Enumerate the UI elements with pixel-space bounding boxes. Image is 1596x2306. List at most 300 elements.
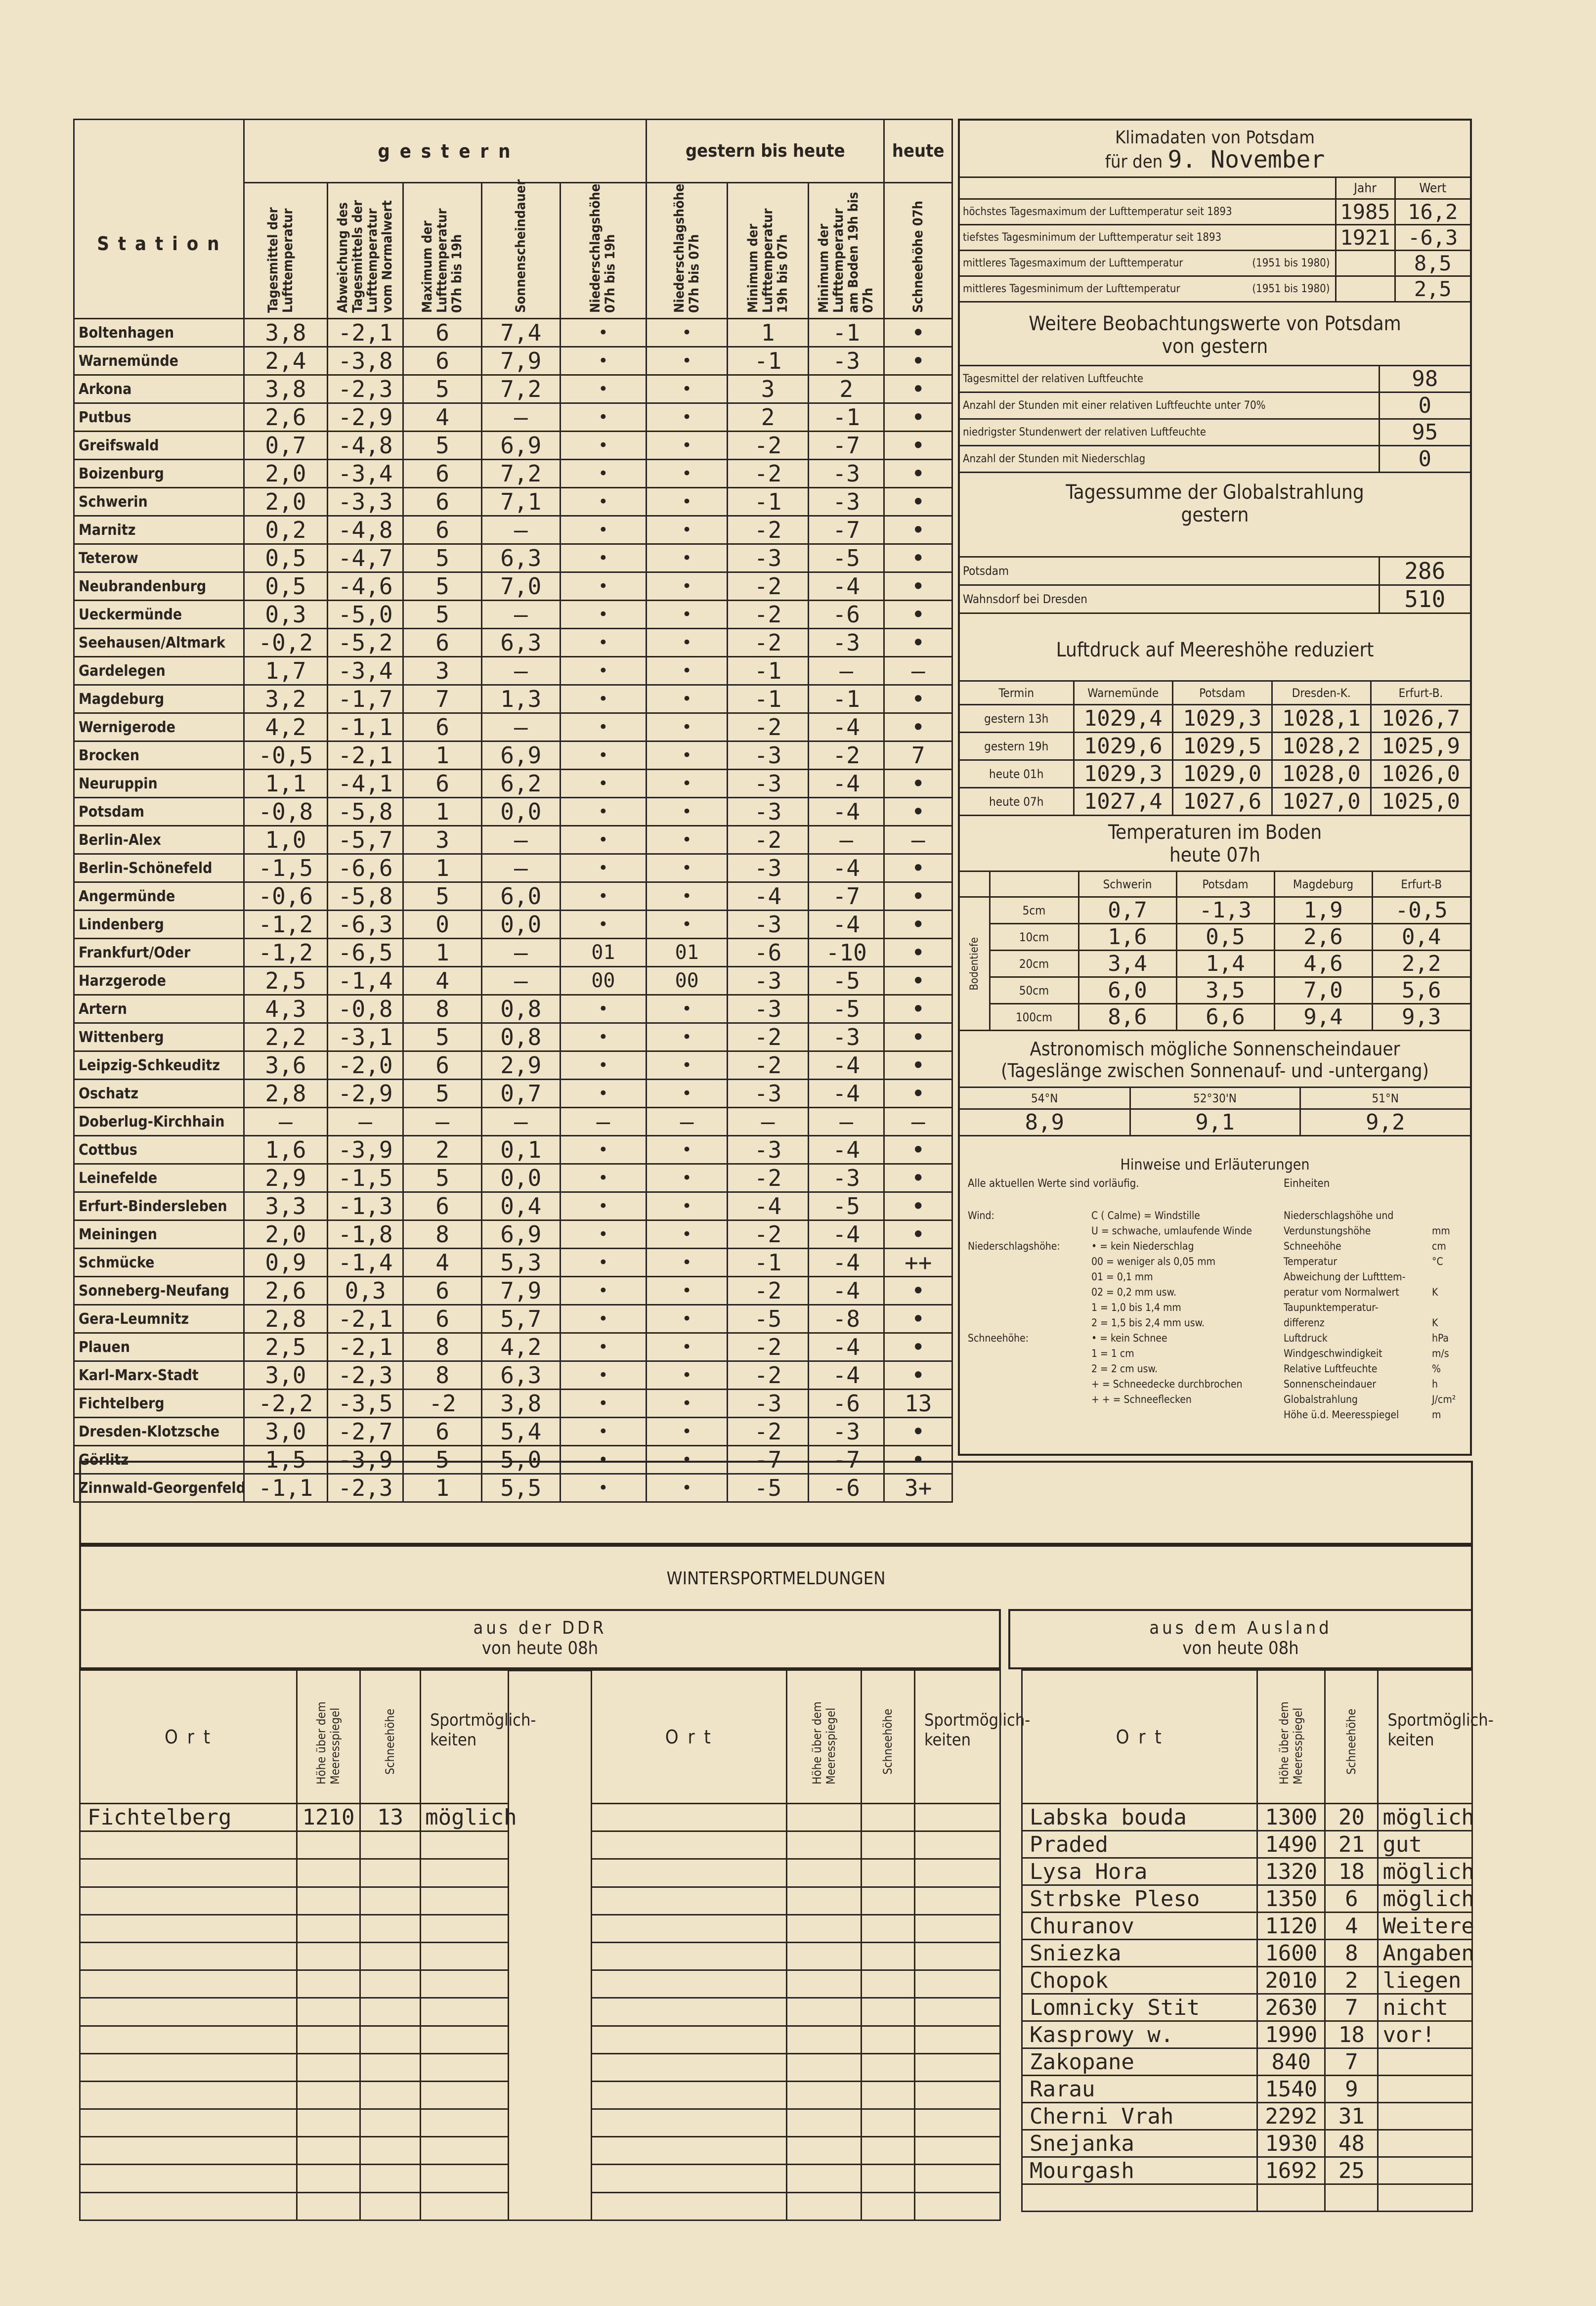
- station-row: [74, 882, 952, 911]
- station-value: -7: [728, 1446, 809, 1474]
- ws-empty-cell: [360, 1859, 420, 1887]
- ws-hoehe: 1350: [1257, 1885, 1325, 1913]
- station-value: -2: [728, 432, 809, 460]
- klima-year: 1921: [1336, 225, 1395, 251]
- ws-col-sport: Sportmöglich- keiten: [915, 1670, 1000, 1804]
- station-value: -3,1: [327, 1023, 403, 1051]
- ws-empty-cell: [915, 2109, 1000, 2137]
- station-value: •: [647, 1333, 728, 1361]
- station-value: •: [647, 826, 728, 854]
- station-value: 7,1: [481, 488, 560, 516]
- ws-col-ort: O r t: [1022, 1670, 1257, 1804]
- station-value: –: [481, 516, 560, 544]
- hinweise-unit-term: Abweichung der Luftttem-: [1284, 1271, 1406, 1283]
- station-value: 00: [560, 967, 647, 995]
- station-value: 5,0: [481, 1446, 560, 1474]
- station-value: 4: [403, 1249, 482, 1277]
- ws-empty-cell: [915, 1998, 1000, 2026]
- station-value: –: [560, 1108, 647, 1136]
- ws-empty-cell: [786, 1942, 861, 1970]
- station-value: •: [884, 601, 952, 629]
- ws-hoehe: 1600: [1257, 1940, 1325, 1967]
- station-value: 7,2: [481, 460, 560, 488]
- ws-empty-cell: [592, 1887, 787, 1914]
- station-value: -1,3: [327, 1192, 403, 1220]
- station-value: 1,6: [244, 1136, 327, 1164]
- station-value: 5: [403, 601, 482, 629]
- weitere-label: Anzahl der Stunden mit einer relativen Luftfeuchte unter 70%: [960, 392, 1379, 419]
- ws-empty-cell: [786, 2192, 861, 2220]
- hinweise-left-row: [968, 1392, 1274, 1407]
- station-value: •: [647, 1051, 728, 1080]
- ws-empty-cell: [786, 1831, 861, 1859]
- ws-empty-cell: [915, 2165, 1000, 2192]
- empty-strip: [79, 1461, 1473, 1545]
- station-value: •: [884, 685, 952, 713]
- station-value: •: [884, 1361, 952, 1390]
- hinweise-unit-row: [1284, 1223, 1467, 1239]
- station-value: 5: [403, 1023, 482, 1051]
- station-value: -2,1: [327, 741, 403, 770]
- station-value: •: [560, 1023, 647, 1051]
- station-value: -4: [809, 1136, 884, 1164]
- station-value: -2: [728, 713, 809, 741]
- hinweise-def: + + = Schneeflecken: [1091, 1393, 1192, 1405]
- station-value: •: [560, 1080, 647, 1108]
- ws-row: [592, 2109, 1000, 2137]
- ws-empty-cell: [915, 1942, 1000, 1970]
- ws-empty-cell: [360, 1970, 420, 1998]
- ws-row: [1022, 2184, 1472, 2212]
- station-value: •: [647, 1192, 728, 1220]
- hinweise-unit: %: [1432, 1363, 1441, 1375]
- weitere-value: 0: [1379, 446, 1470, 473]
- station-header: S t a t i o n: [74, 120, 244, 319]
- station-name: Berlin-Alex: [74, 826, 244, 854]
- station-value: •: [884, 629, 952, 657]
- station-value: 2,0: [244, 1220, 327, 1249]
- station-value: •: [884, 882, 952, 911]
- hinweise-left-row: [968, 1331, 1274, 1346]
- boden-value: 9,3: [1372, 1004, 1470, 1031]
- station-value: •: [884, 1418, 952, 1446]
- station-value: 5,3: [481, 1249, 560, 1277]
- hinweise-term: [968, 1285, 1091, 1300]
- station-value: •: [884, 1305, 952, 1333]
- luftdruck-value: 1027,6: [1173, 788, 1272, 816]
- sonne-value: 9,1: [1130, 1109, 1300, 1136]
- station-value: -1,4: [327, 1249, 403, 1277]
- station-value: -3: [728, 911, 809, 939]
- ws-empty-cell: [915, 1831, 1000, 1859]
- column-header: [647, 183, 728, 319]
- station-value: •: [560, 685, 647, 713]
- weitere-value: 0: [1379, 392, 1470, 419]
- station-value: •: [647, 319, 728, 347]
- hinweise-unit-row: [1284, 1300, 1467, 1315]
- station-value: -7: [809, 882, 884, 911]
- station-value: 3,8: [244, 375, 327, 403]
- ws-row: [1022, 1994, 1472, 2021]
- station-name: Görlitz: [74, 1446, 244, 1474]
- station-value: •: [884, 1164, 952, 1192]
- header-gestern: g e s t e r n: [244, 120, 646, 183]
- station-row: [74, 854, 952, 882]
- ws-empty-cell: [80, 2165, 297, 2192]
- station-value: -2,9: [327, 403, 403, 432]
- hinweise-unit-term: Niederschlagshöhe und: [1284, 1210, 1394, 1221]
- station-value: 1,3: [481, 685, 560, 713]
- station-value: -1,2: [244, 939, 327, 967]
- station-value: 6: [403, 488, 482, 516]
- station-value: •: [884, 1333, 952, 1361]
- station-value: •: [560, 375, 647, 403]
- ws-empty-cell: [80, 1942, 297, 1970]
- station-value: –: [481, 854, 560, 882]
- station-value: 8: [403, 995, 482, 1023]
- ws-ort: Strbske Pleso: [1022, 1885, 1257, 1913]
- ddr-title: aus der DDR: [473, 1618, 607, 1638]
- station-row: [74, 1051, 952, 1080]
- station-value: -1,2: [244, 911, 327, 939]
- station-value: 5: [403, 1164, 482, 1192]
- ws-empty-cell: [786, 1804, 861, 1831]
- station-value: -1,7: [327, 685, 403, 713]
- station-value: •: [647, 1390, 728, 1418]
- station-value: •: [560, 1305, 647, 1333]
- ws-row: [1022, 1831, 1472, 1858]
- station-name: Leipzig-Schkeuditz: [74, 1051, 244, 1080]
- station-name: Frankfurt/Oder: [74, 939, 244, 967]
- ws-empty-cell: [861, 1859, 914, 1887]
- column-header: [327, 183, 403, 319]
- ws-row: [1022, 1967, 1472, 1994]
- station-value: •: [560, 657, 647, 685]
- station-value: 6: [403, 1277, 482, 1305]
- boden-header: Potsdam: [1176, 871, 1274, 897]
- station-value: •: [647, 741, 728, 770]
- column-header-text: Abweichung des Tagesmittels der Lufttemperatur vom Normalwert: [335, 200, 395, 313]
- ws-row: [1022, 2076, 1472, 2103]
- station-value: -2: [728, 516, 809, 544]
- global-label: Wahnsdorf bei Dresden: [960, 585, 1379, 613]
- station-value: 0,7: [244, 432, 327, 460]
- ws-empty-cell: [861, 2081, 914, 2109]
- ddr-head-right: [592, 1670, 1000, 1804]
- ws-sport: [1378, 2103, 1472, 2130]
- ws-schnee: 18: [1325, 1858, 1378, 1885]
- station-name: Plauen: [74, 1333, 244, 1361]
- station-value: -1: [809, 403, 884, 432]
- boden-value: 2,2: [1372, 951, 1470, 977]
- hinweise-term: [968, 1346, 1091, 1361]
- ws-empty-cell: [592, 2081, 787, 2109]
- station-value: 4: [403, 967, 482, 995]
- ws-empty-cell: [297, 1970, 360, 1998]
- ws-sport: gut: [1378, 1831, 1472, 1858]
- station-value: -7: [809, 516, 884, 544]
- ws-ort: Fichtelberg: [80, 1804, 297, 1831]
- klima-value: 2,5: [1395, 276, 1470, 302]
- station-value: •: [647, 544, 728, 572]
- station-row: [74, 432, 952, 460]
- ws-empty-cell: [915, 1970, 1000, 1998]
- ws-sport: [1378, 2157, 1472, 2184]
- luftdruck-value: 1029,6: [1074, 733, 1173, 760]
- ws-hoehe: 2010: [1257, 1967, 1325, 1994]
- klima-title: Klimadaten von Potsdam: [1115, 128, 1315, 148]
- station-value: -1,1: [244, 1474, 327, 1502]
- station-value: -5,7: [327, 826, 403, 854]
- station-value: •: [884, 572, 952, 601]
- ws-row: [1022, 1858, 1472, 1885]
- hinweise-unit-term: Sonnenscheindauer: [1284, 1378, 1377, 1390]
- ws-empty-cell: [786, 1887, 861, 1914]
- global-row: [960, 557, 1470, 585]
- boden-depth: 20cm: [990, 951, 1078, 977]
- boden-value: -0,5: [1372, 897, 1470, 924]
- station-value: 6,9: [481, 1220, 560, 1249]
- ws-hoehe: 1490: [1257, 1831, 1325, 1858]
- station-value: -4,8: [327, 516, 403, 544]
- hinweise-term: [968, 1392, 1091, 1407]
- station-value: 2,6: [244, 1277, 327, 1305]
- ws-empty-cell: [421, 1859, 509, 1887]
- station-value: •: [560, 1192, 647, 1220]
- station-value: •: [884, 770, 952, 798]
- ws-empty-cell: [297, 2053, 360, 2081]
- station-value: 2,5: [244, 967, 327, 995]
- station-value: •: [647, 1446, 728, 1474]
- station-value: -2,1: [327, 319, 403, 347]
- weitere-row: [960, 446, 1470, 473]
- boden-value: 4,6: [1274, 951, 1372, 977]
- luftdruck-value: 1029,5: [1173, 733, 1272, 760]
- ws-empty-cell: [80, 1887, 297, 1914]
- ws-col-schnee: [360, 1670, 420, 1804]
- hinweise-unit: m: [1432, 1409, 1441, 1421]
- station-value: •: [647, 798, 728, 826]
- station-value: –: [481, 713, 560, 741]
- station-row: [74, 488, 952, 516]
- station-value: 5: [403, 1080, 482, 1108]
- station-value: -3: [728, 1080, 809, 1108]
- ws-ort: Lysa Hora: [1022, 1858, 1257, 1885]
- station-value: 5,5: [481, 1474, 560, 1502]
- station-value: –: [809, 1108, 884, 1136]
- station-name: Marnitz: [74, 516, 244, 544]
- hinweise-def: 2 = 1,5 bis 2,4 mm usw.: [1091, 1317, 1205, 1329]
- ws-empty-cell: [297, 2165, 360, 2192]
- station-value: -1: [809, 319, 884, 347]
- ws-empty-cell: [297, 1831, 360, 1859]
- station-value: –: [481, 939, 560, 967]
- boden-value: 8,6: [1078, 1004, 1176, 1031]
- ws-row: [1022, 1885, 1472, 1913]
- station-value: •: [884, 1023, 952, 1051]
- luftdruck-header: Erfurt-B.: [1371, 681, 1470, 705]
- ws-row: [592, 2081, 1000, 2109]
- ws-row: [592, 2192, 1000, 2220]
- station-row: [74, 911, 952, 939]
- ws-schnee: 25: [1325, 2157, 1378, 2184]
- ws-sport: [1378, 2076, 1472, 2103]
- hinweise-unit: mm: [1432, 1225, 1450, 1237]
- station-value: •: [560, 403, 647, 432]
- station-value: •: [884, 1051, 952, 1080]
- column-header: [560, 183, 647, 319]
- luftdruck-value: 1029,3: [1173, 705, 1272, 733]
- ws-row: [80, 1998, 509, 2026]
- ws-row: [592, 1998, 1000, 2026]
- hinweise-unit-row: [1284, 1254, 1467, 1269]
- station-value: –: [244, 1108, 327, 1136]
- station-row: [74, 770, 952, 798]
- station-value: 3,8: [481, 1390, 560, 1418]
- station-value: 0: [403, 911, 482, 939]
- station-value: -4: [809, 1333, 884, 1361]
- station-row: [74, 1390, 952, 1418]
- hinweise-unit-term: Luftdruck: [1284, 1332, 1328, 1344]
- station-value: 13: [884, 1390, 952, 1418]
- station-value: •: [560, 995, 647, 1023]
- hinweise-term: Niederschlagshöhe:: [968, 1240, 1060, 1252]
- station-value: -10: [809, 939, 884, 967]
- station-value: •: [560, 741, 647, 770]
- station-value: •: [884, 544, 952, 572]
- klima-value: 8,5: [1395, 251, 1470, 276]
- ws-empty-cell: [421, 2026, 509, 2053]
- boden-depth: 50cm: [990, 977, 1078, 1004]
- station-value: 8: [403, 1220, 482, 1249]
- boden-value: 3,4: [1078, 951, 1176, 977]
- global-title: Tagessumme der Globalstrahlung: [1066, 481, 1364, 504]
- ws-empty-cell: [786, 1859, 861, 1887]
- column-header-text: Minimum der Lufttemperatur 19h bis 07h: [745, 208, 790, 313]
- station-value: 0,7: [481, 1080, 560, 1108]
- station-value: -6,6: [327, 854, 403, 882]
- station-value: 6: [403, 1192, 482, 1220]
- station-value: -2: [809, 741, 884, 770]
- ws-row: [80, 1914, 509, 1942]
- boden-header: Erfurt-B: [1372, 871, 1470, 897]
- ws-empty-cell: [421, 2053, 509, 2081]
- station-value: 1,5: [244, 1446, 327, 1474]
- ws-ort: Rarau: [1022, 2076, 1257, 2103]
- hinweise-def: + = Schneedecke durchbrochen: [1091, 1378, 1243, 1390]
- foreign-section: [1008, 1609, 1494, 2212]
- ws-row: [1022, 1940, 1472, 1967]
- station-value: 6: [403, 319, 482, 347]
- station-value: -6: [728, 939, 809, 967]
- luftdruck-row: [960, 705, 1470, 733]
- station-value: 6: [403, 713, 482, 741]
- luftdruck-value: 1026,7: [1371, 705, 1470, 733]
- ws-empty-cell: [297, 1914, 360, 1942]
- luftdruck-table: [960, 680, 1470, 816]
- hinweise-unit: hPa: [1432, 1332, 1449, 1344]
- ws-empty-cell: [297, 1998, 360, 2026]
- station-value: -0,6: [244, 882, 327, 911]
- station-value: -8: [809, 1305, 884, 1333]
- station-value: •: [647, 516, 728, 544]
- klima-row: [960, 199, 1470, 225]
- station-value: 3+: [884, 1474, 952, 1502]
- ws-ort: Zakopane: [1022, 2048, 1257, 2076]
- station-value: -4: [809, 798, 884, 826]
- station-value: -2,9: [327, 1080, 403, 1108]
- ws-empty-cell: [360, 1887, 420, 1914]
- station-value: 0,1: [481, 1136, 560, 1164]
- station-value: -3: [728, 1390, 809, 1418]
- ws-empty-cell: [1378, 2184, 1472, 2212]
- ws-sport: möglich: [421, 1804, 509, 1831]
- station-value: •: [884, 1220, 952, 1249]
- hinweise-def: • = kein Niederschlag: [1091, 1240, 1194, 1252]
- ws-sport: [1378, 2130, 1472, 2157]
- column-header: [728, 183, 809, 319]
- klima-date-line: [960, 146, 1470, 174]
- station-name: Schwerin: [74, 488, 244, 516]
- station-value: •: [647, 460, 728, 488]
- ws-col-hoehe: [786, 1670, 861, 1804]
- station-value: •: [560, 1277, 647, 1305]
- klima-year: [1336, 251, 1395, 276]
- station-row: [74, 995, 952, 1023]
- luftdruck-value: 1028,0: [1272, 760, 1371, 788]
- ws-row: [592, 2165, 1000, 2192]
- station-row: [74, 460, 952, 488]
- ws-hoehe: 840: [1257, 2048, 1325, 2076]
- sonne-subtitle: (Tageslänge zwischen Sonnenauf- und -untergang): [1001, 1060, 1429, 1082]
- luftdruck-row: [960, 788, 1470, 816]
- ws-empty-cell: [297, 1859, 360, 1887]
- station-value: •: [560, 770, 647, 798]
- station-value: 6: [403, 629, 482, 657]
- boden-value: 3,5: [1176, 977, 1274, 1004]
- station-value: 4: [403, 403, 482, 432]
- luftdruck-header: Potsdam: [1173, 681, 1272, 705]
- klima-year: 1985: [1336, 199, 1395, 225]
- station-value: 0,0: [481, 798, 560, 826]
- ws-empty-cell: [360, 2109, 420, 2137]
- column-header-text: Schneehöhe 07h: [910, 201, 926, 313]
- klima-label: [960, 251, 1336, 276]
- station-value: •: [647, 1164, 728, 1192]
- station-name: Teterow: [74, 544, 244, 572]
- ws-schnee: 21: [1325, 1831, 1378, 1858]
- station-value: –: [809, 826, 884, 854]
- station-value: -3: [728, 770, 809, 798]
- luftdruck-header: Dresden-K.: [1272, 681, 1371, 705]
- ddr-table-left: [79, 1669, 536, 2221]
- station-value: -5,0: [327, 601, 403, 629]
- sonne-value: 8,9: [960, 1109, 1130, 1136]
- luftdruck-header: Warnemünde: [1074, 681, 1173, 705]
- ws-empty-cell: [360, 2026, 420, 2053]
- ws-empty-cell: [915, 2053, 1000, 2081]
- station-name: Lindenberg: [74, 911, 244, 939]
- ws-row: [592, 2137, 1000, 2165]
- station-value: -5: [809, 967, 884, 995]
- ws-empty-cell: [786, 2165, 861, 2192]
- ws-row: [1022, 2130, 1472, 2157]
- ws-col-schnee: [1325, 1670, 1378, 1804]
- station-value: -2,3: [327, 375, 403, 403]
- station-value: 6,3: [481, 544, 560, 572]
- station-value: -5: [809, 1192, 884, 1220]
- column-header: [244, 183, 327, 319]
